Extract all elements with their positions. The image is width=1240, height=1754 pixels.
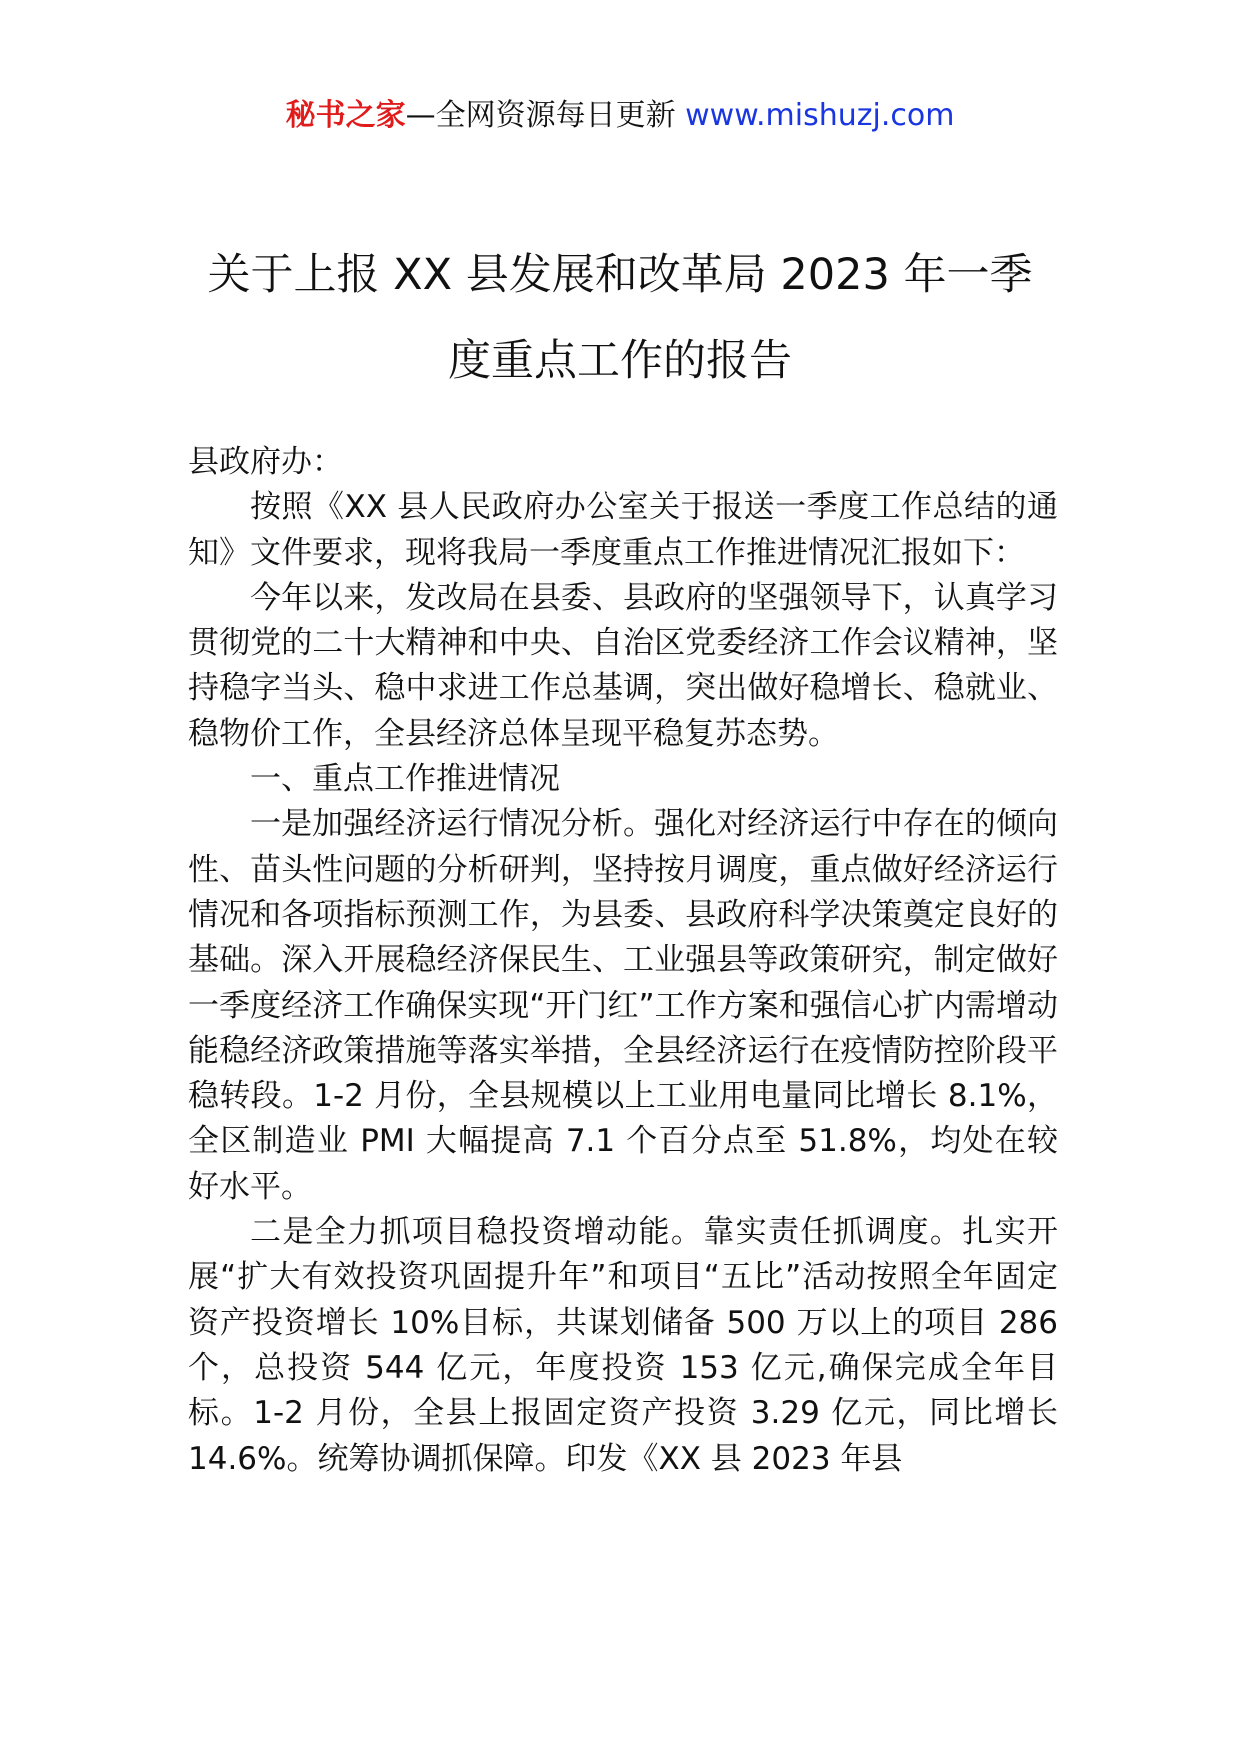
site-brand: 秘书之家 bbox=[285, 98, 406, 133]
overview-paragraph: 今年以来，发改局在县委、县政府的坚强领导下，认真学习贯彻党的二十大精神和中央、自治区党委经济工作会议精神，坚持稳字当头、稳中求进工作总基调，突出做好稳增长、稳就业、稳物价工作，全县经济总体呈现平稳复苏态势。 bbox=[188, 579, 1058, 752]
item-1-paragraph: 一是加强经济运行情况分析。强化对经济运行中存在的倾向性、苗头性问题的分析研判，坚持按月调度，重点做好经济运行情况和各项指标预测工作，为县委、县政府科学决策奠定良好的基础。深入开展稳经济保民生、工业强县等政策研究，制定做好一季度经济工作确保实现“开门红”工作方案和强信心扩内需增动能稳经济政策措施等落实举措，全县经济运行在疫情防控阶段平稳转段。1-2 月份，全县规模以上工业用电量同比增长 8.1%，全区制造业 PMI 大幅提高 7.1 个百分点至 51.8%，均处在较好水平。 bbox=[188, 806, 1058, 1205]
site-header bbox=[0, 96, 1240, 136]
document-title-line-1: 关于上报 XX 县发展和改革局 2023 年一季 bbox=[207, 250, 1033, 300]
item-2-paragraph: 二是全力抓项目稳投资增动能。靠实责任抓调度。扎实开展“扩大有效投资巩固提升年”和项目“五比”活动按照全年固定资产投资增长 10%目标，共谋划储备 500 万以上的项目 286 个，总投资 544 亿元，年度投资 153 亿元,确保完成全年目标。1-2 月份，全县上报固定资产投资 3.29 亿元，同比增长 14.6%。统筹协调抓保障。印发《XX 县 2023 年县 bbox=[188, 1214, 1058, 1477]
site-slogan: —全网资源每日更新 bbox=[405, 98, 686, 133]
intro-paragraph: 按照《XX 县人民政府办公室关于报送一季度工作总结的通知》文件要求，现将我局一季度重点工作推进情况汇报如下： bbox=[188, 489, 1058, 571]
document-body bbox=[188, 440, 1058, 1482]
salutation: 县政府办： bbox=[188, 444, 343, 480]
document-title bbox=[150, 232, 1090, 404]
document-title-line-2: 度重点工作的报告 bbox=[448, 336, 792, 386]
section-heading: 一、重点工作推进情况 bbox=[250, 761, 560, 798]
site-url-link[interactable]: www.mishuzj.com bbox=[685, 98, 955, 133]
